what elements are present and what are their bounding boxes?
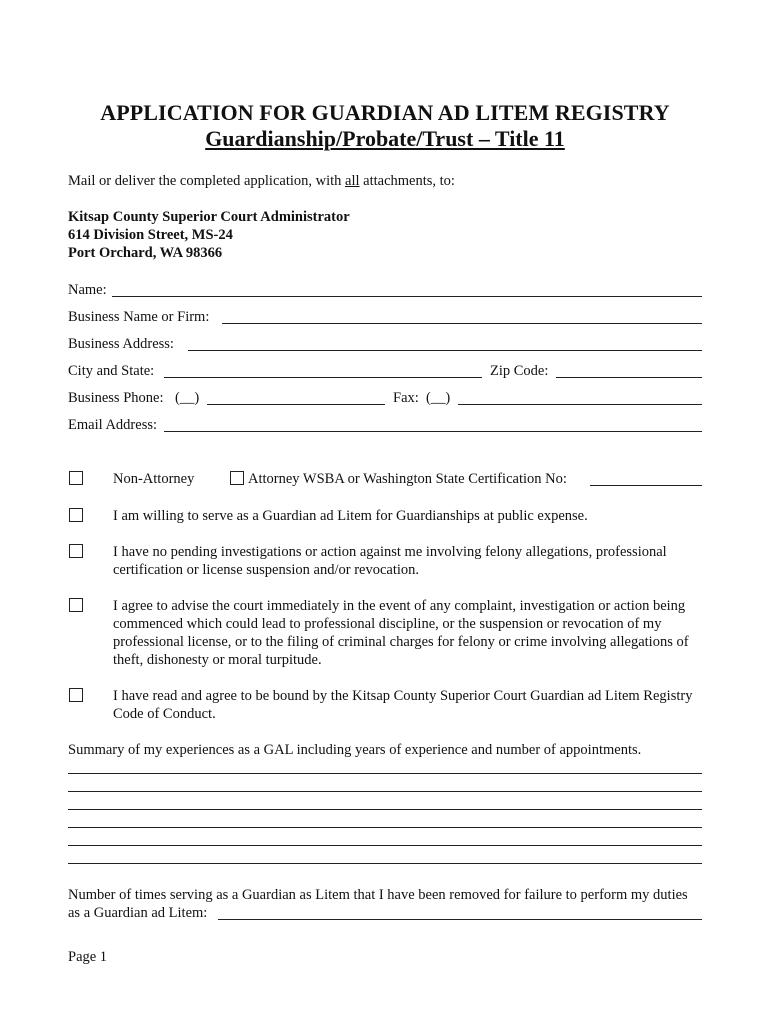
page-title: APPLICATION FOR GUARDIAN AD LITEM REGISTRY <box>100 100 670 125</box>
agree-label-line-4: theft, dishonesty or moral turpitude. <box>113 652 322 668</box>
agree-checkbox[interactable] <box>69 598 83 612</box>
summary-line[interactable] <box>68 863 702 864</box>
no-pending-checkbox[interactable] <box>69 544 83 558</box>
page-number: Page 1 <box>68 949 108 965</box>
zip-field[interactable] <box>556 377 702 378</box>
phone-label: Business Phone: <box>68 390 164 406</box>
business-name-field[interactable] <box>222 323 702 324</box>
phone-field[interactable] <box>207 404 385 405</box>
email-field[interactable] <box>164 431 702 432</box>
address-line-3: Port Orchard, WA 98366 <box>68 245 223 261</box>
agree-label-line-1: I agree to advise the court immediately in the event of any complaint, investigation or action being <box>113 598 686 614</box>
fax-field[interactable] <box>458 404 702 405</box>
code-of-conduct-label-line-1: I have read and agree to be bound by the Kitsap County Superior Court Guardian ad Litem Registry <box>113 688 693 704</box>
instructions-text-end: attachments, to: <box>359 173 455 189</box>
no-pending-label-line-1: I have no pending investigations or action against me involving felony allegations, professional <box>113 544 667 560</box>
removed-count-field[interactable] <box>218 919 702 920</box>
mail-instructions <box>68 172 455 190</box>
zip-label: Zip Code: <box>490 363 549 379</box>
city-state-label: City and State: <box>68 363 155 379</box>
attorney-label: Attorney WSBA or Washington State Certification No: <box>248 471 567 487</box>
address-line-1: Kitsap County Superior Court Administrator <box>68 209 350 225</box>
agree-label-line-3: professional license, or to the filing of criminal charges for felony or crime involving allegations of <box>113 634 689 650</box>
summary-line[interactable] <box>68 809 702 810</box>
fax-area-code[interactable]: (__) <box>426 390 451 406</box>
non-attorney-label: Non-Attorney <box>113 471 195 487</box>
summary-line[interactable] <box>68 827 702 828</box>
name-field[interactable] <box>112 296 702 297</box>
business-address-label: Business Address: <box>68 336 174 352</box>
agree-label-line-2: commenced which could lead to professional discipline, or the suspension or revocation of my <box>113 616 662 632</box>
summary-line[interactable] <box>68 845 702 846</box>
code-of-conduct-label-line-2: Code of Conduct. <box>113 706 216 722</box>
attorney-checkbox[interactable] <box>230 471 244 485</box>
fax-label: Fax: <box>393 390 419 406</box>
city-state-field[interactable] <box>164 377 482 378</box>
phone-area-code[interactable]: (__) <box>175 390 200 406</box>
instructions-text-start: Mail or deliver the completed application, with <box>68 173 346 189</box>
business-name-label: Business Name or Firm: <box>68 309 210 325</box>
willing-label: I am willing to serve as a Guardian ad Litem for Guardianships at public expense. <box>113 508 588 524</box>
certification-number-field[interactable] <box>590 485 702 486</box>
removed-label-line-2: as a Guardian ad Litem: <box>68 905 208 921</box>
summary-line[interactable] <box>68 773 702 774</box>
willing-checkbox[interactable] <box>69 508 83 522</box>
business-address-field[interactable] <box>188 350 702 351</box>
summary-label: Summary of my experiences as a GAL including years of experience and number of appointments. <box>68 742 642 758</box>
address-line-2: 614 Division Street, MS-24 <box>68 227 233 243</box>
summary-line[interactable] <box>68 791 702 792</box>
name-label: Name: <box>68 282 107 298</box>
email-label: Email Address: <box>68 417 158 433</box>
non-attorney-checkbox[interactable] <box>69 471 83 485</box>
no-pending-label-line-2: certification or license suspension and/or revocation. <box>113 562 420 578</box>
removed-label-line-1: Number of times serving as a Guardian as Litem that I have been removed for failure to perform my duties <box>68 887 688 903</box>
instructions-emphasis: all <box>345 173 360 189</box>
page-subtitle: Guardianship/Probate/Trust – Title 11 <box>205 126 565 151</box>
code-of-conduct-checkbox[interactable] <box>69 688 83 702</box>
